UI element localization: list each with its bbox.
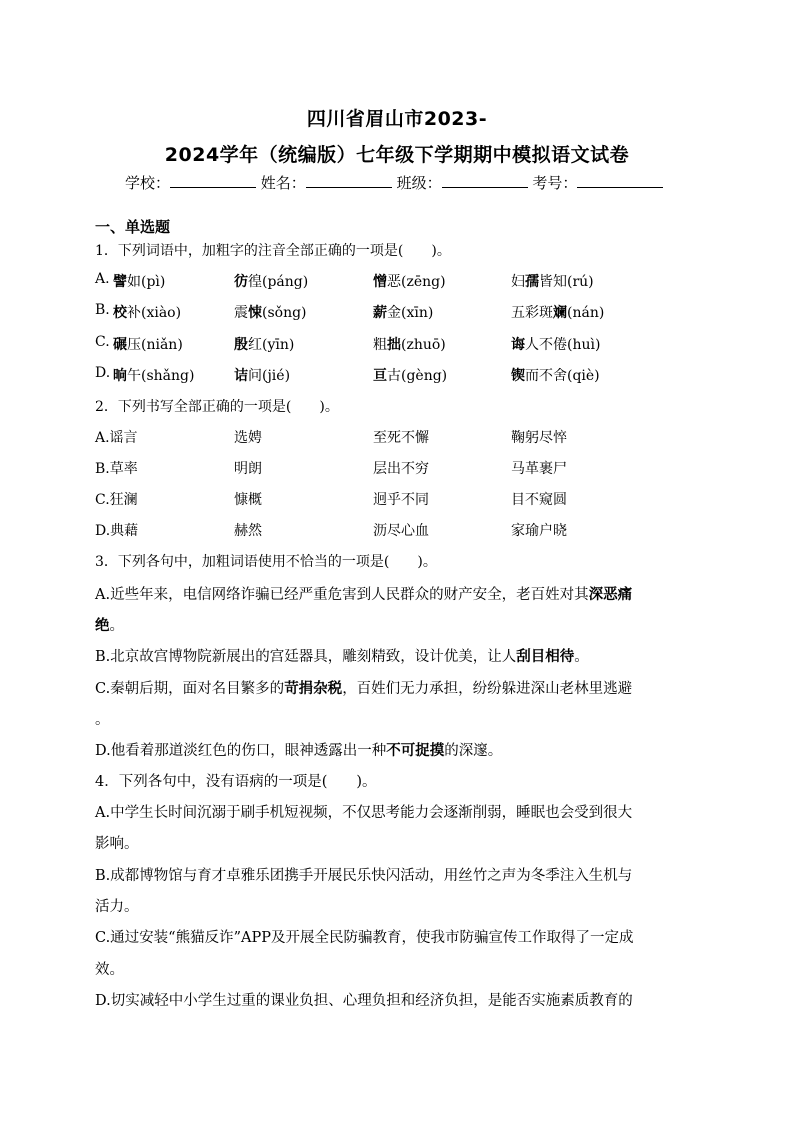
q3-option-a-cont: 绝。 bbox=[95, 617, 124, 634]
q1-option-d-label: D. bbox=[95, 365, 111, 381]
q1-c-word2: 殷红(yīn) bbox=[234, 337, 295, 353]
class-blank[interactable] bbox=[442, 174, 528, 188]
q1-option-c-label: C. bbox=[95, 334, 110, 350]
q2-c-word2: 慷概 bbox=[234, 492, 262, 508]
exam-number-blank[interactable] bbox=[577, 174, 663, 188]
school-label: 学校： bbox=[125, 174, 171, 192]
q4-option-b: B.成都博物馆与育才卓雅乐团携手开展民乐快闪活动，用丝竹之声为冬季注入生机与 bbox=[95, 868, 633, 884]
name-blank[interactable] bbox=[306, 174, 392, 188]
q2-c-word4: 目不窥圆 bbox=[511, 492, 567, 508]
q2-b-word3: 层出不穷 bbox=[373, 461, 429, 477]
q3-option-b: B.北京故宫博物院新展出的宫廷器具，雕刻精致，设计优美，让人刮目相待。 bbox=[95, 648, 589, 665]
q1-a-word4: 妇孺皆知(rú) bbox=[511, 274, 594, 290]
q2-d-word1: D.典藉 bbox=[95, 523, 139, 539]
q1-d-word4: 锲而不舍(qiè) bbox=[511, 368, 600, 384]
q1-b-word3: 薪金(xīn) bbox=[373, 305, 434, 321]
q3-option-a: A.近些年来，电信网络诈骗已经严重危害到人民群众的财产安全，老百姓对其深恶痛 bbox=[95, 586, 633, 603]
q2-d-word2: 赫然 bbox=[234, 523, 262, 539]
q4-option-a: A.中学生长时间沉溺于刷手机短视频，不仅思考能力会逐渐削弱，睡眠也会受到很大 bbox=[95, 805, 633, 821]
q1-a-word1: 譬如(pì) bbox=[113, 274, 166, 290]
q2-c-word1: C.狂澜 bbox=[95, 492, 138, 508]
q1-option-b-label: B. bbox=[95, 302, 110, 318]
school-blank[interactable] bbox=[170, 174, 256, 188]
q3-option-d: D.他看着那道淡红色的伤口，眼神透露出一种不可捉摸的深邃。 bbox=[95, 742, 503, 759]
student-info-row bbox=[125, 172, 663, 193]
q1-c-word3: 粗拙(zhuō) bbox=[373, 337, 446, 353]
q3-option-c: C.秦朝后期，面对名目繁多的苛捐杂税，百姓们无力承担，纷纷躲进深山老林里逃避 bbox=[95, 680, 633, 697]
q1-option-a-label: A. bbox=[95, 271, 110, 287]
q1-c-word4: 诲人不倦(huì) bbox=[511, 337, 601, 353]
exam-title-line1: 四川省眉山市2023- bbox=[306, 108, 488, 130]
q2-b-word4: 马革裹尸 bbox=[511, 461, 567, 477]
section-heading: 一、单选题 bbox=[95, 218, 171, 236]
q4-option-c: C.通过安装“熊猫反诈”APP及开展全民防骗教育，使我市防骗宣传工作取得了一定成 bbox=[95, 930, 634, 946]
q1-d-word2: 诘问(jié) bbox=[234, 368, 291, 384]
q1-c-word1: 碾压(niǎn) bbox=[113, 337, 183, 353]
q1-b-word1: 校补(xiào) bbox=[113, 305, 182, 321]
q2-d-word3: 沥尽心血 bbox=[373, 523, 429, 539]
class-label: 班级： bbox=[396, 174, 442, 192]
q4-option-c-cont: 效。 bbox=[95, 962, 124, 978]
q4-stem: 4．下列各句中，没有语病的一项是( )。 bbox=[95, 774, 377, 790]
q1-a-word3: 憎恶(zēng) bbox=[373, 274, 446, 290]
q1-stem: 1．下列词语中，加粗字的注音全部正确的一项是( )。 bbox=[95, 243, 451, 259]
q1-a-word2: 彷徨(páng) bbox=[234, 274, 309, 290]
q3-stem: 3．下列各句中，加粗词语使用不恰当的一项是( )。 bbox=[95, 554, 437, 570]
q2-stem: 2．下列书写全部正确的一项是( )。 bbox=[95, 399, 339, 415]
q4-option-d: D.切实减轻中小学生过重的课业负担、心理负担和经济负担，是能否实施素质教育的 bbox=[95, 993, 633, 1009]
q2-b-word1: B.草率 bbox=[95, 461, 138, 477]
q4-option-a-cont: 影响。 bbox=[95, 836, 139, 852]
q1-d-word1: 晌午(shǎng) bbox=[113, 368, 195, 384]
exam-title-line2: 2024学年（统编版）七年级下学期期中模拟语文试卷 bbox=[164, 144, 630, 166]
q2-a-word3: 至死不懈 bbox=[373, 430, 429, 446]
q1-b-word2: 震悚(sǒng) bbox=[234, 305, 307, 321]
q2-a-word1: A.谣言 bbox=[95, 430, 138, 446]
q2-b-word2: 明朗 bbox=[234, 461, 262, 477]
q4-option-b-cont: 活力。 bbox=[95, 899, 139, 915]
q2-c-word3: 迥乎不同 bbox=[373, 492, 429, 508]
q2-a-word4: 鞠躬尽悴 bbox=[511, 430, 567, 446]
q2-d-word4: 家瑜户晓 bbox=[511, 523, 567, 539]
name-label: 姓名： bbox=[260, 174, 306, 192]
exam-number-label: 考号： bbox=[532, 174, 578, 192]
q2-a-word2: 选娉 bbox=[234, 430, 262, 446]
q1-b-word4: 五彩斑斓(nán) bbox=[511, 305, 605, 321]
q1-d-word3: 亘古(gèng) bbox=[373, 368, 448, 384]
q3-option-c-cont: 。 bbox=[95, 712, 110, 728]
